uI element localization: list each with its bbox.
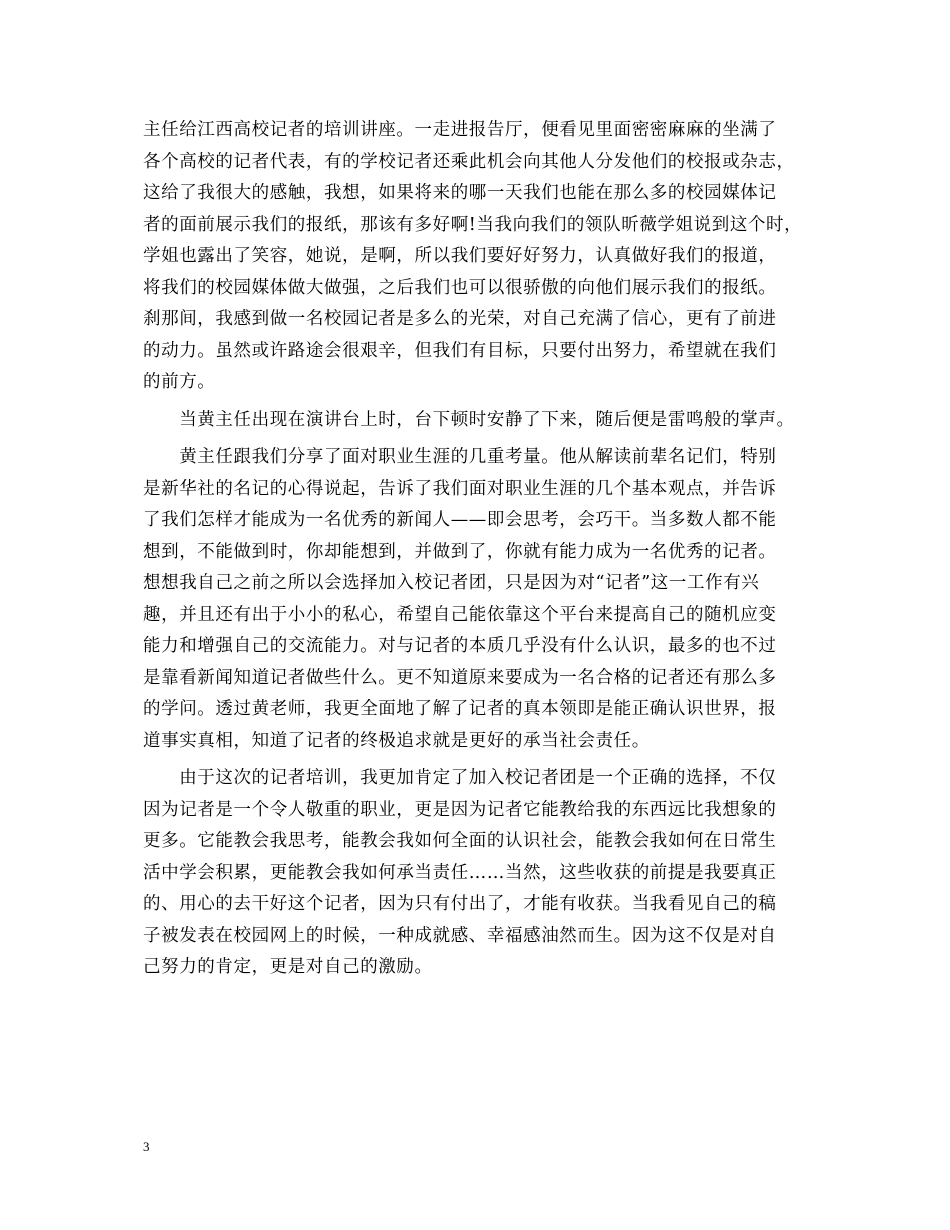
text-line: 各个高校的记者代表，有的学校记者还乘此机会向其他人分发他们的校报或杂志， [143, 151, 795, 172]
text-line: 的、用心的去干好这个记者，因为只有付出了，才能有收获。当我看见自己的稿 [143, 894, 777, 914]
text-line: 趣，并且还有出于小小的私心，希望自己能依靠这个平台来提高自己的随机应变 [143, 604, 777, 625]
paragraph [143, 442, 811, 757]
text-line: 由于这次的记者培训，我更加肯定了加入校记者团是一个正确的选择，不仅 [143, 768, 777, 788]
text-line: 者的面前展示我们的报纸，那该有多好啊!当我向我们的领队昕薇学姐说到这个时， [143, 214, 803, 235]
document-body [143, 115, 811, 984]
text-line: 的前方。 [143, 372, 216, 392]
text-line: 想到，不能做到时，你却能想到，并做到了，你就有能力成为一名优秀的记者。 [143, 541, 777, 562]
text-line: 子被发表在校园网上的时候，一种成就感、幸福感油然而生。因为这不仅是对自 [143, 925, 777, 946]
text-line: 的动力。虽然或许路途会很艰辛，但我们有目标，只要付出努力，希望就在我们 [143, 340, 777, 361]
page-number: 3 [143, 1139, 150, 1154]
text-line: 刹那间，我感到做一名校园记者是多么的光荣，对自己充满了信心，更有了前进 [143, 309, 777, 329]
text-line: 是新华社的名记的心得说起，告诉了我们面对职业生涯的几个基本观点，并告诉 [143, 478, 777, 499]
text-line: 因为记者是一个令人敬重的职业，更是因为记者它能教给我的东西远比我想象的 [143, 799, 777, 820]
text-line: 的学问。透过黄老师，我更全面地了解了记者的真本领即是能正确认识世界，报 [143, 699, 777, 719]
text-line: 活中学会积累，更能教会我如何承当责任……当然，这些收获的前提是我要真正 [143, 862, 777, 883]
text-line: 是靠看新闻知道记者做些什么。更不知道原来要成为一名合格的记者还有那么多 [143, 667, 777, 688]
text-line: 了我们怎样才能成为一名优秀的新闻人——即会思考，会巧干。当多数人都不能 [143, 510, 777, 530]
text-line: 更多。它能教会我思考，能教会我如何全面的认识社会，能教会我如何在日常生 [143, 831, 777, 851]
text-line: 主任给江西高校记者的培训讲座。一走进报告厅，便看见里面密密麻麻的坐满了 [143, 120, 777, 140]
paragraph [143, 405, 811, 437]
text-line: 己努力的肯定，更是对自己的激励。 [143, 957, 433, 977]
text-line: 这给了我很大的感触，我想，如果将来的哪一天我们也能在那么多的校园媒体记 [143, 183, 777, 203]
paragraph [143, 115, 811, 399]
text-line: 黄主任跟我们分享了面对职业生涯的几重考量。他从解读前辈名记们，特别 [143, 447, 777, 467]
text-line: 将我们的校园媒体做大做强，之后我们也可以很骄傲的向他们展示我们的报纸。 [143, 277, 777, 298]
text-line: 道事实真相，知道了记者的终极追求就是更好的承当社会责任。 [143, 730, 650, 751]
text-line: 学姐也露出了笑容，她说，是啊，所以我们要好好努力，认真做好我们的报道， [143, 246, 777, 266]
text-line: 能力和增强自己的交流能力。对与记者的本质几乎没有什么认识，最多的也不过 [143, 636, 777, 656]
text-line: 当黄主任出现在演讲台上时，台下顿时安静了下来，随后便是雷鸣般的掌声。 [143, 409, 795, 430]
paragraph [143, 763, 811, 984]
text-line: 想想我自己之前之所以会选择加入校记者团，只是因为对“记者”这一工作有兴 [143, 573, 760, 593]
